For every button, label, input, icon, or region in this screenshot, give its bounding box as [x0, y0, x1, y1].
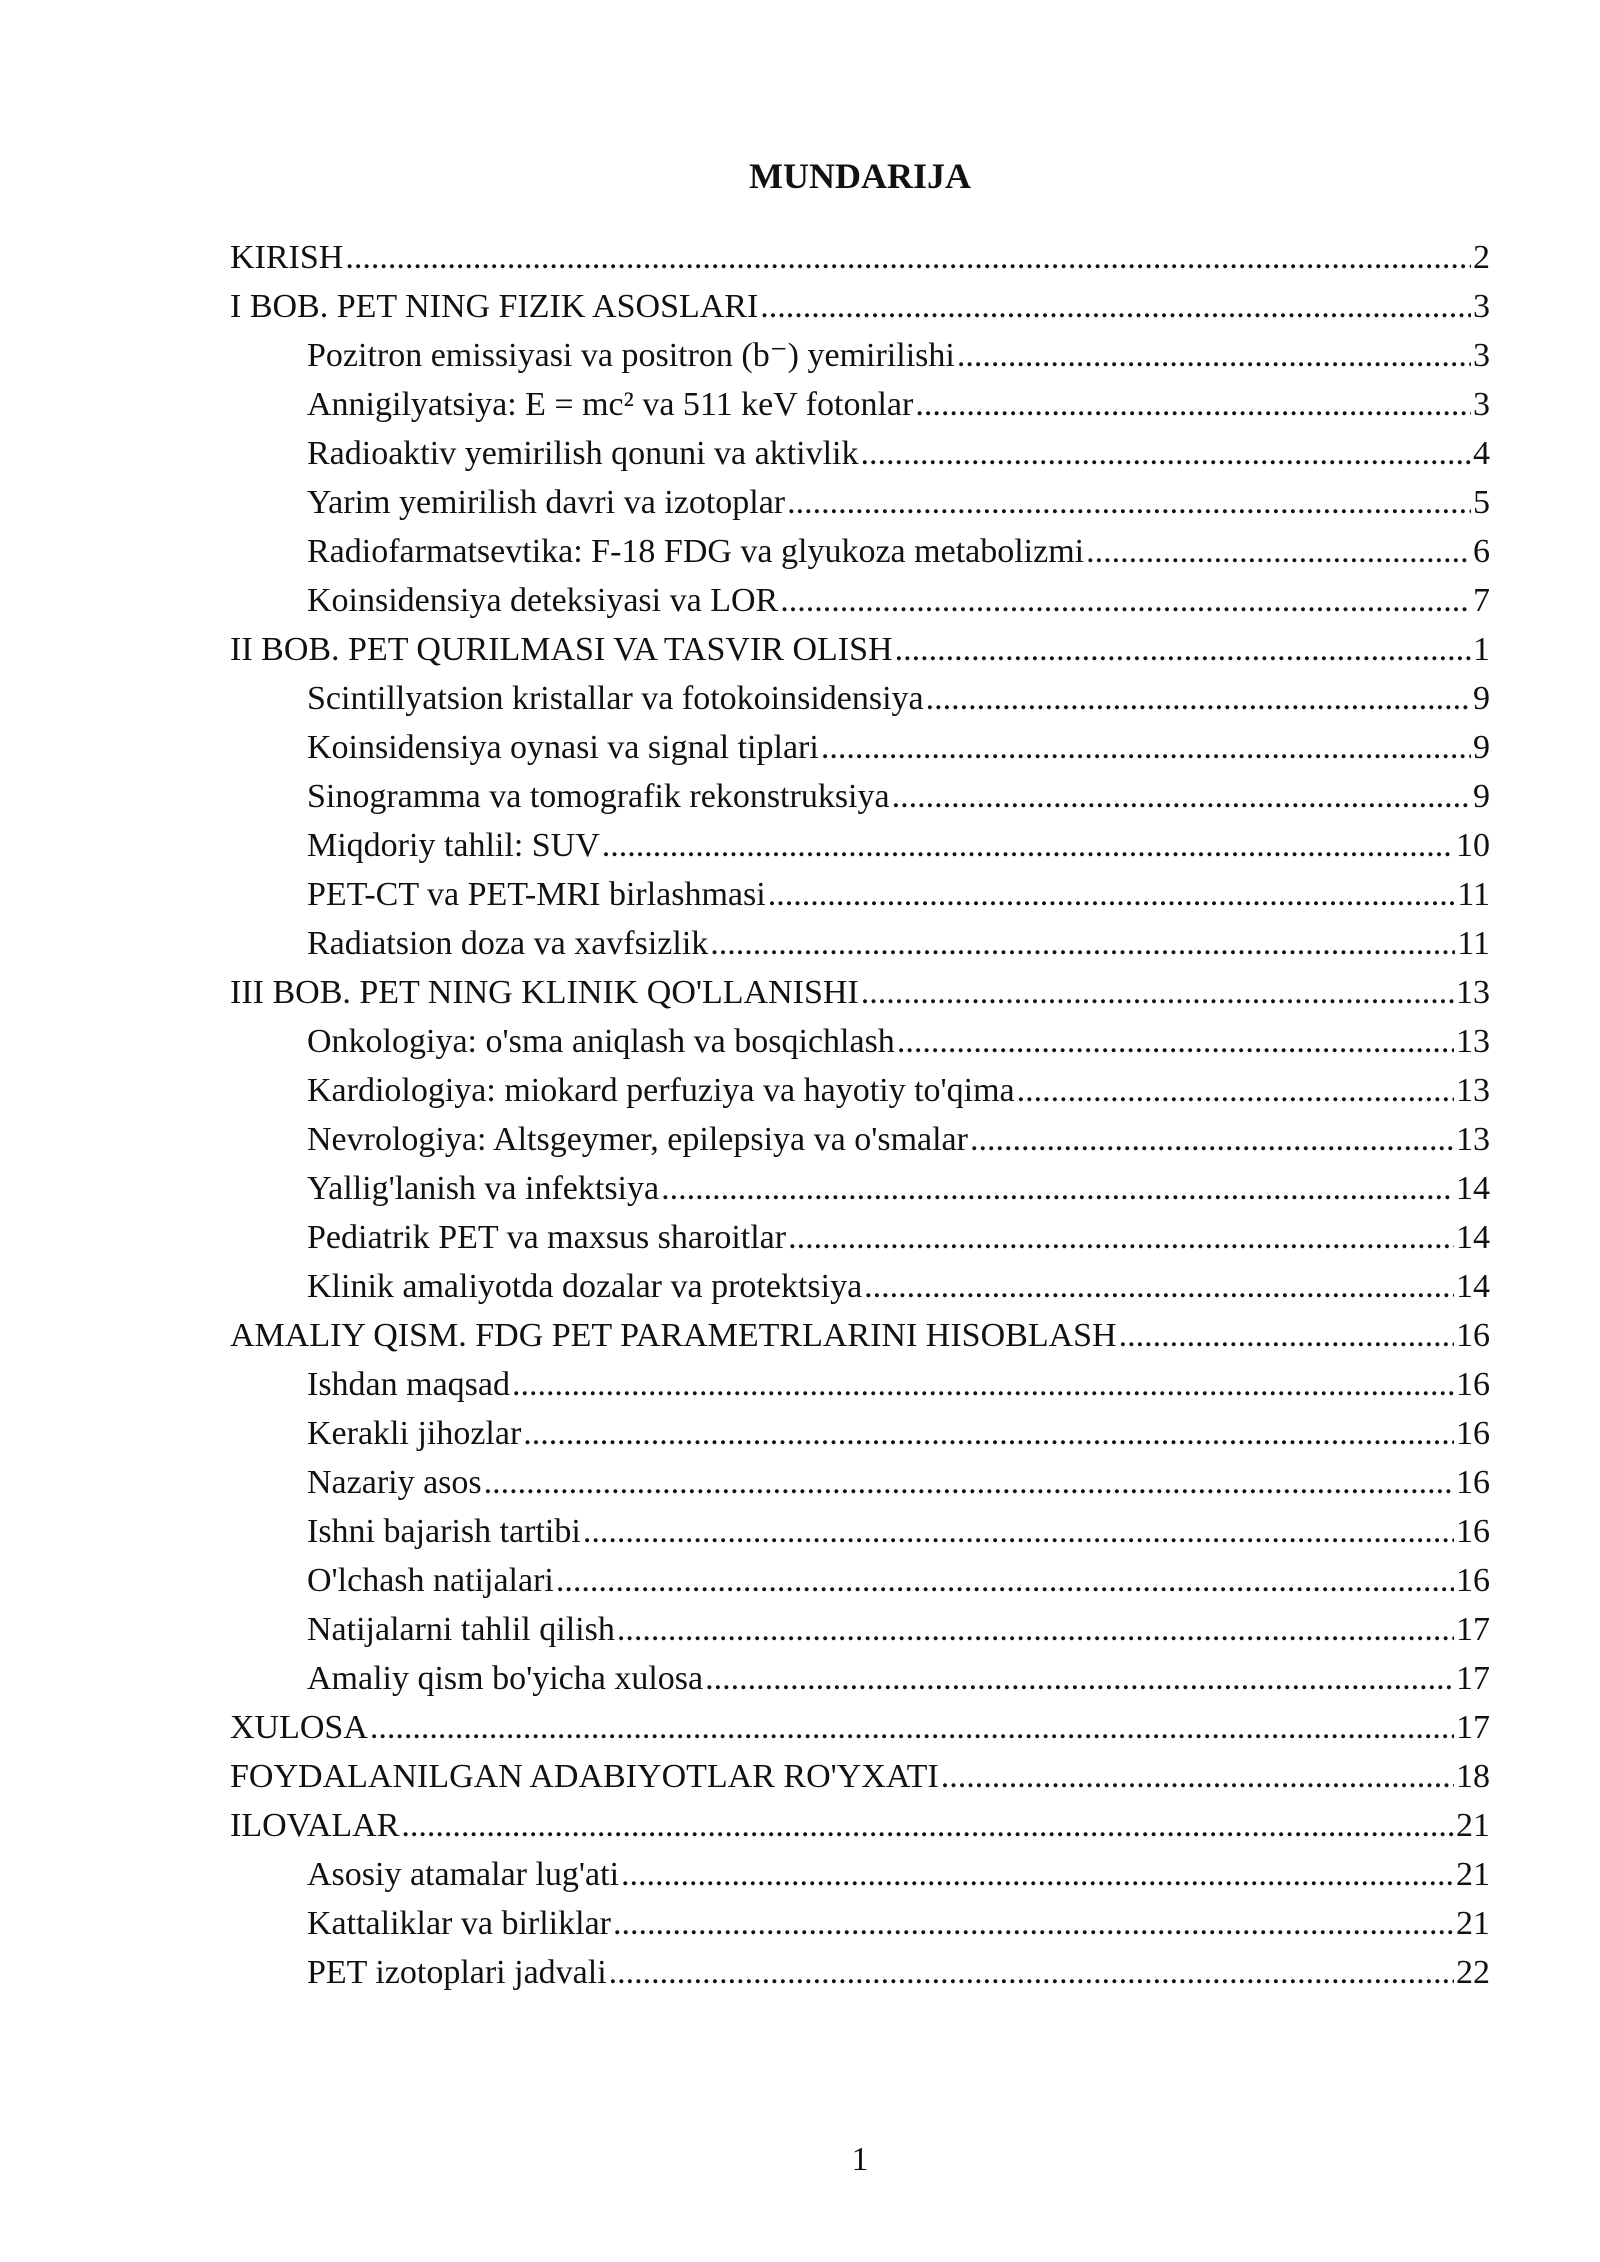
toc-entry-page-number: 7	[1473, 582, 1490, 619]
toc-entry-label: I BOB. PET NING FIZIK ASOSLARI	[230, 288, 759, 325]
toc-entry-label: III BOB. PET NING KLINIK QO'LLANISHI	[230, 974, 859, 1011]
toc-entry-label: ILOVALAR	[230, 1807, 400, 1844]
toc-entry-label: Natijalarni tahlil qilish	[307, 1611, 615, 1648]
toc-section-entry[interactable]	[230, 1458, 1490, 1507]
toc-entry-label: Kerakli jihozlar	[307, 1415, 522, 1452]
toc-entry-page-number: 9	[1473, 680, 1490, 717]
toc-section-entry[interactable]	[230, 1899, 1490, 1948]
toc-entry-label: Nevrologiya: Altsgeymer, epilepsiya va o'smalar	[307, 1121, 968, 1158]
toc-entry-label: II BOB. PET QURILMASI VA TASVIR OLISH	[230, 631, 893, 668]
toc-entry-page-number: 3	[1473, 288, 1490, 325]
toc-entry-label: Koinsidensiya deteksiyasi va LOR	[307, 582, 779, 619]
toc-dot-leader	[788, 1213, 1454, 1262]
toc-entry-label: Asosiy atamalar lug'ati	[307, 1856, 620, 1893]
toc-entry-page-number: 17	[1456, 1709, 1490, 1746]
toc-entry-page-number: 16	[1456, 1513, 1490, 1550]
toc-dot-leader	[609, 1948, 1454, 1997]
toc-dot-leader	[621, 1850, 1454, 1899]
toc-entry-label: Radiatsion doza va xavfsizlik	[307, 925, 709, 962]
toc-entry-label: Nazariy asos	[307, 1464, 482, 1501]
toc-entry-page-number: 11	[1457, 876, 1490, 913]
toc-entry-label: Yarim yemirilish davri va izotoplar	[307, 484, 786, 521]
toc-section-entry[interactable]	[230, 919, 1490, 968]
toc-entry-label: Yallig'lanish va infektsiya	[307, 1170, 660, 1207]
toc-chapter-entry[interactable]	[230, 1703, 1490, 1752]
toc-entry-page-number: 3	[1473, 337, 1490, 374]
toc-section-entry[interactable]	[230, 1605, 1490, 1654]
toc-entry-page-number: 13	[1456, 974, 1490, 1011]
toc-chapter-entry[interactable]	[230, 1801, 1490, 1850]
toc-dot-leader	[760, 282, 1471, 331]
toc-entry-page-number: 14	[1456, 1219, 1490, 1256]
toc-entry-label: Radiofarmatsevtika: F-18 FDG va glyukoza metabolizmi	[307, 533, 1085, 570]
toc-dot-leader	[787, 478, 1471, 527]
toc-section-entry[interactable]	[230, 1115, 1490, 1164]
toc-section-entry[interactable]	[230, 478, 1490, 527]
toc-dot-leader	[617, 1605, 1454, 1654]
toc-entry-page-number: 16	[1456, 1415, 1490, 1452]
toc-entry-page-number: 9	[1473, 729, 1490, 766]
toc-dot-leader	[705, 1654, 1454, 1703]
toc-section-entry[interactable]	[230, 1360, 1490, 1409]
toc-entry-page-number: 14	[1456, 1268, 1490, 1305]
toc-section-entry[interactable]	[230, 1654, 1490, 1703]
toc-chapter-entry[interactable]	[230, 233, 1490, 282]
toc-entry-page-number: 16	[1456, 1464, 1490, 1501]
toc-entry-label: Sinogramma va tomografik rekonstruksiya	[307, 778, 890, 815]
toc-section-entry[interactable]	[230, 331, 1490, 380]
toc-section-entry[interactable]	[230, 1262, 1490, 1311]
toc-entry-label: Amaliy qism bo'yicha xulosa	[307, 1660, 704, 1697]
toc-entry-label: Miqdoriy tahlil: SUV	[307, 827, 600, 864]
toc-entry-label: Onkologiya: o'sma aniqlash va bosqichlash	[307, 1023, 895, 1060]
toc-dot-leader	[821, 723, 1471, 772]
toc-entry-page-number: 16	[1456, 1562, 1490, 1599]
toc-entry-label: Radioaktiv yemirilish qonuni va aktivlik	[307, 435, 859, 472]
toc-dot-leader	[895, 625, 1471, 674]
toc-section-entry[interactable]	[230, 1850, 1490, 1899]
toc-section-entry[interactable]	[230, 870, 1490, 919]
toc-dot-leader	[861, 429, 1472, 478]
toc-entry-page-number: 18	[1456, 1758, 1490, 1795]
toc-dot-leader	[957, 331, 1471, 380]
toc-entry-label: XULOSA	[230, 1709, 368, 1746]
toc-entry-page-number: 22	[1456, 1954, 1490, 1991]
toc-entry-label: Ishni bajarish tartibi	[307, 1513, 581, 1550]
toc-entry-page-number: 11	[1457, 925, 1490, 962]
toc-dot-leader	[926, 674, 1471, 723]
toc-dot-leader	[768, 870, 1456, 919]
toc-dot-leader	[345, 233, 1471, 282]
toc-entry-label: O'lchash natijalari	[307, 1562, 554, 1599]
toc-chapter-entry[interactable]	[230, 1752, 1490, 1801]
toc-dot-leader	[1119, 1311, 1454, 1360]
toc-entry-label: PET-CT va PET-MRI birlashmasi	[307, 876, 766, 913]
toc-section-entry[interactable]	[230, 1066, 1490, 1115]
toc-section-entry[interactable]	[230, 821, 1490, 870]
toc-entry-page-number: 14	[1456, 1170, 1490, 1207]
toc-dot-leader	[602, 821, 1454, 870]
toc-chapter-entry[interactable]	[230, 625, 1490, 674]
toc-section-entry[interactable]	[230, 380, 1490, 429]
toc-dot-leader	[915, 380, 1471, 429]
toc-chapter-entry[interactable]	[230, 968, 1490, 1017]
toc-chapter-entry[interactable]	[230, 282, 1490, 331]
toc-dot-leader	[1017, 1066, 1454, 1115]
page-number: 1	[851, 2141, 869, 2178]
toc-entry-page-number: 1	[1473, 631, 1490, 668]
toc-dot-leader	[941, 1752, 1454, 1801]
toc-dot-leader	[970, 1115, 1454, 1164]
table-of-contents	[230, 233, 1490, 1997]
toc-section-entry[interactable]	[230, 429, 1490, 478]
toc-entry-page-number: 13	[1456, 1023, 1490, 1060]
toc-dot-leader	[512, 1360, 1454, 1409]
toc-title: MUNDARIJA	[749, 156, 971, 196]
toc-chapter-entry[interactable]	[230, 1311, 1490, 1360]
toc-section-entry[interactable]	[230, 1164, 1490, 1213]
toc-entry-label: Pozitron emissiyasi va positron (b⁻) yemirilishi	[307, 337, 955, 374]
toc-dot-leader	[523, 1409, 1454, 1458]
toc-entry-label: Annigilyatsiya: E = mc² va 511 keV fotonlar	[307, 386, 914, 423]
toc-dot-leader	[401, 1801, 1454, 1850]
toc-entry-page-number: 9	[1473, 778, 1490, 815]
toc-entry-label: FOYDALANILGAN ADABIYOTLAR RO'YXATI	[230, 1758, 939, 1795]
toc-section-entry[interactable]	[230, 772, 1490, 821]
toc-entry-label: Koinsidensiya oynasi va signal tiplari	[307, 729, 819, 766]
toc-dot-leader	[780, 576, 1471, 625]
toc-entry-label: KIRISH	[230, 239, 344, 276]
toc-section-entry[interactable]	[230, 1556, 1490, 1605]
toc-entry-label: Pediatrik PET va maxsus sharoitlar	[307, 1219, 787, 1256]
toc-dot-leader	[661, 1164, 1454, 1213]
toc-entry-label: PET izotoplari jadvali	[307, 1954, 607, 1991]
toc-entry-page-number: 17	[1456, 1660, 1490, 1697]
toc-entry-label: Klinik amaliyotda dozalar va protektsiya	[307, 1268, 863, 1305]
toc-entry-page-number: 4	[1473, 435, 1490, 472]
toc-entry-page-number: 13	[1456, 1121, 1490, 1158]
toc-dot-leader	[710, 919, 1455, 968]
toc-entry-page-number: 17	[1456, 1611, 1490, 1648]
toc-entry-page-number: 16	[1456, 1366, 1490, 1403]
toc-dot-leader	[864, 1262, 1454, 1311]
toc-entry-page-number: 13	[1456, 1072, 1490, 1109]
toc-entry-label: Kattaliklar va birliklar	[307, 1905, 611, 1942]
toc-section-entry[interactable]	[230, 527, 1490, 576]
toc-entry-page-number: 21	[1456, 1905, 1490, 1942]
toc-dot-leader	[892, 772, 1471, 821]
toc-section-entry[interactable]	[230, 1409, 1490, 1458]
toc-entry-page-number: 21	[1456, 1856, 1490, 1893]
toc-section-entry[interactable]	[230, 1948, 1490, 1997]
toc-entry-page-number: 21	[1456, 1807, 1490, 1844]
toc-dot-leader	[861, 968, 1454, 1017]
toc-entry-label: Ishdan maqsad	[307, 1366, 511, 1403]
toc-section-entry[interactable]	[230, 1213, 1490, 1262]
toc-section-entry[interactable]	[230, 674, 1490, 723]
toc-entry-page-number: 3	[1473, 386, 1490, 423]
toc-entry-label: Scintillyatsion kristallar va fotokoinsidensiya	[307, 680, 924, 717]
toc-dot-leader	[583, 1507, 1454, 1556]
toc-section-entry[interactable]	[230, 576, 1490, 625]
toc-entry-label: AMALIY QISM. FDG PET PARAMETRLARINI HISOBLASH	[230, 1317, 1117, 1354]
toc-entry-page-number: 6	[1473, 533, 1490, 570]
toc-dot-leader	[613, 1899, 1454, 1948]
toc-entry-page-number: 2	[1473, 239, 1490, 276]
toc-entry-label: Kardiologiya: miokard perfuziya va hayotiy to'qima	[307, 1072, 1015, 1109]
toc-dot-leader	[484, 1458, 1454, 1507]
toc-entry-page-number: 10	[1456, 827, 1490, 864]
toc-entry-page-number: 5	[1473, 484, 1490, 521]
toc-section-entry[interactable]	[230, 1507, 1490, 1556]
toc-section-entry[interactable]	[230, 723, 1490, 772]
toc-section-entry[interactable]	[230, 1017, 1490, 1066]
toc-dot-leader	[556, 1556, 1454, 1605]
toc-dot-leader	[370, 1703, 1454, 1752]
toc-entry-page-number: 16	[1456, 1317, 1490, 1354]
toc-dot-leader	[897, 1017, 1454, 1066]
toc-dot-leader	[1086, 527, 1471, 576]
